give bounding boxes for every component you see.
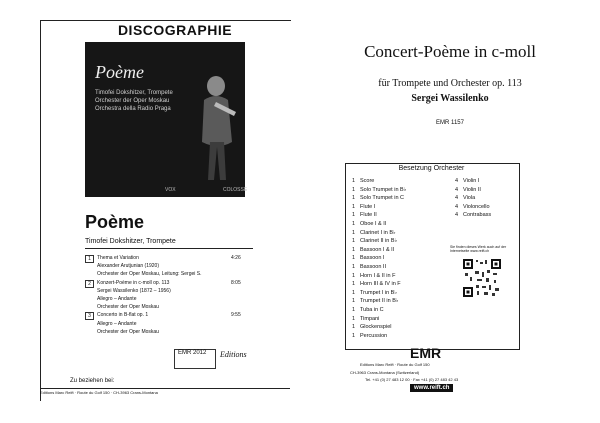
instrument-name: Bassoon II: [360, 264, 386, 270]
score-subtitle: für Trompete und Orchester op. 113: [378, 78, 522, 89]
instrument-count: 1: [352, 298, 356, 305]
publisher-address: Editions Marc Reift · Route du Golf 150: [360, 362, 430, 367]
fine-print: Editions Marc Reift · Route du Golf 150 · CH-3963 Crans-Montana: [40, 390, 158, 395]
track-row: [85, 329, 253, 336]
instrument-name: Violin I: [463, 178, 480, 184]
instrument-item: [352, 333, 387, 340]
instrument-count: 4: [455, 203, 459, 210]
instrument-name: Viola: [463, 195, 476, 202]
instrument-name: Trumpet I in B♭: [360, 289, 397, 296]
publisher-address: CH-3963 Crans-Montana (Switzerland): [350, 370, 420, 375]
instrument-name: Score: [360, 178, 375, 184]
instrument-name: Tuba in C: [360, 307, 384, 313]
label-logo-italic: Editions: [220, 350, 247, 359]
instrument-item: [352, 238, 397, 245]
track-text: Allegro – Andante: [97, 296, 137, 302]
instrument-count: 1: [352, 315, 356, 322]
track-row: [85, 312, 253, 319]
instrument-item: [352, 247, 394, 254]
instrument-name: Flute II: [360, 212, 377, 219]
instrument-item: [352, 255, 384, 262]
publisher-logo: EMR: [410, 345, 442, 361]
track-row: [85, 304, 253, 311]
instrument-item: [352, 178, 374, 185]
instrument-name: Bassoon I & II: [360, 246, 395, 253]
qr-code[interactable]: [462, 258, 502, 298]
discography-header: DISCOGRAPHIE: [117, 22, 233, 38]
track-time: 8:05: [231, 279, 241, 286]
publisher-contact: Tel. +41 (0) 27 483 12 00 · Fax +41 (0) 27 483 42 43: [365, 377, 459, 382]
instrument-name: Percussion: [360, 332, 388, 339]
instrument-item: [455, 187, 481, 194]
track-text: Sergei Wassilenko (1872 – 1956): [97, 287, 171, 294]
divider: [85, 248, 253, 249]
instrument-name: Clarinet II in B♭: [360, 238, 398, 245]
instrument-item: [352, 307, 384, 314]
instrument-name: Violin II: [463, 186, 481, 193]
instrument-count: 1: [352, 255, 356, 262]
label-logo: EMR 2012: [178, 350, 207, 356]
instrument-name: Oboe I & II: [360, 221, 387, 227]
instrument-name: Violoncello: [463, 203, 490, 210]
instrument-name: Horn I & II in F: [360, 272, 396, 279]
catalog-code: EMR 1157: [436, 120, 464, 126]
instrument-count: 1: [352, 186, 356, 193]
track-row: [85, 288, 253, 295]
track-row: [85, 321, 253, 328]
instrument-count: 1: [352, 281, 356, 288]
instrument-count: 1: [352, 246, 356, 253]
instrument-count: 4: [455, 178, 459, 184]
track-number: 2: [85, 280, 94, 288]
composer-name: Sergei Wassilenko: [411, 93, 489, 104]
instrument-item: [352, 221, 386, 228]
order-note: Zu beziehen bei:: [70, 378, 115, 384]
divider: [40, 388, 290, 389]
instrument-count: 1: [352, 324, 356, 331]
track-text: Orchester der Oper Moskau: [97, 304, 159, 311]
instrument-count: 4: [455, 186, 459, 193]
track-text: Concerto in B-flat op. 1: [97, 312, 149, 319]
instrument-name: Trumpet II in B♭: [360, 298, 399, 305]
instrument-item: [352, 264, 386, 271]
track-row: [85, 296, 253, 303]
instrument-count: 1: [352, 203, 356, 210]
instrument-item: [352, 195, 404, 202]
instrument-name: Solo Trumpet in C: [360, 195, 405, 202]
instrument-item: [352, 230, 396, 237]
instrument-item: [455, 212, 491, 219]
instrument-count: 4: [455, 195, 459, 202]
instrument-count: 1: [352, 264, 356, 270]
instrument-count: 1: [352, 272, 356, 279]
album-cover-line: Timofei Dokshitzer, Trompete: [95, 90, 173, 96]
track-number: 1: [85, 255, 94, 263]
instrument-item: [352, 212, 377, 219]
track-text: Thema et Variation: [97, 255, 139, 261]
instrument-name: Bassoon I: [360, 255, 385, 262]
instrument-count: 1: [352, 307, 356, 313]
score-title: Concert-Poème in c-moll: [364, 42, 536, 61]
instrument-name: Contrabass: [463, 212, 492, 219]
publisher-website-link[interactable]: www.reift.ch: [410, 384, 453, 392]
instrument-item: [455, 195, 475, 202]
instrument-count: 1: [352, 195, 356, 202]
album-label-left: VOX: [165, 187, 176, 193]
instrument-name: Glockenspiel: [360, 324, 392, 331]
instrument-count: 1: [352, 221, 356, 227]
instrument-item: [352, 290, 397, 297]
instrument-item: [352, 273, 395, 280]
track-row: [85, 263, 253, 270]
track-text: Orchester der Oper Moskau: [97, 328, 159, 335]
instrument-item: [455, 178, 479, 185]
instrument-count: 4: [455, 212, 459, 219]
instrumentation-title: Besetzung Orchester: [398, 165, 465, 172]
album-cover-title: Poème: [95, 62, 144, 82]
album-cover-line: Orchestra della Radio Praga: [95, 106, 171, 112]
instrument-item: [352, 316, 379, 323]
instrument-item: [352, 298, 398, 305]
instrument-item: [352, 324, 392, 331]
instrument-count: 1: [352, 212, 356, 219]
instrument-item: [455, 204, 490, 211]
instrument-name: Horn III & IV in F: [360, 281, 401, 288]
instrument-item: [352, 204, 375, 211]
track-row: [85, 280, 253, 287]
qr-note: Sie finden dieses Werk auch auf der Internetseite www.reift.ch: [450, 245, 507, 253]
album-label-right: COLOSSE: [223, 187, 248, 193]
track-row: [85, 271, 253, 278]
track-number: 3: [85, 312, 94, 320]
track-text: Alexander Arutjunian (1920): [97, 263, 159, 270]
instrument-count: 1: [352, 229, 356, 236]
album-subtitle: Timofei Dokshitzer, Trompete: [85, 238, 176, 245]
track-row: [85, 255, 253, 262]
track-text: Konzert-Poème in c-moll op. 113: [97, 279, 170, 286]
instrument-count: 1: [352, 289, 356, 296]
album-cover-line: Orchester der Oper Moskau: [95, 98, 170, 104]
instrument-item: [352, 281, 401, 288]
instrument-name: Clarinet I in B♭: [360, 229, 396, 236]
trumpeter-illustration: [196, 72, 238, 182]
instrument-name: Timpani: [360, 315, 380, 322]
instrument-name: Solo Trumpet in B♭: [360, 186, 407, 193]
instrument-item: [352, 187, 406, 194]
instrument-count: 1: [352, 238, 356, 245]
instrument-count: 1: [352, 332, 356, 339]
instrument-name: Flute I: [360, 203, 376, 210]
track-text: Allegro – Andante: [97, 320, 137, 327]
track-text: Orchester der Oper Moskau, Leitung: Sergei S.: [97, 271, 202, 278]
track-time: 4:26: [231, 255, 241, 261]
instrument-count: 1: [352, 178, 356, 184]
track-time: 9:55: [231, 312, 241, 319]
album-heading: Poème: [85, 212, 145, 232]
